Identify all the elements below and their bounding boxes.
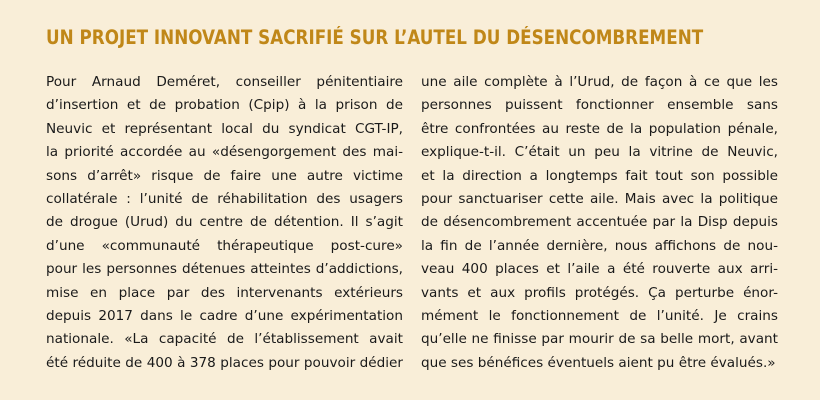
text-line: pour les personnes détenues atteintes d’addictions, bbox=[46, 261, 403, 278]
text-line: une aile complète à l’Urud, de façon à ce que les bbox=[421, 74, 778, 90]
column-right bbox=[421, 71, 778, 375]
text-line: Neuvic et représentant local du syndicat CGT-IP, bbox=[46, 120, 403, 137]
text-line: veau 400 places et l’aile a été rouverte aux arri- bbox=[421, 261, 778, 278]
text-line: personnes puissent fonctionner ensemble sans bbox=[421, 97, 778, 114]
text-line: nationale. «La capacité de l’établissement avait bbox=[46, 331, 403, 348]
column-left bbox=[46, 71, 403, 375]
text-line: été réduite de 400 à 378 places pour pouvoir dédier bbox=[46, 354, 403, 371]
text-line: Pour Arnaud Deméret, conseiller pénitentiaire bbox=[46, 74, 403, 90]
text-line: sons d’arrêt» risque de faire une autre victime bbox=[46, 167, 403, 184]
text-line: de drogue (Urud) du centre de détention. Il s’agit bbox=[46, 214, 403, 231]
text-line: depuis 2017 dans le cadre d’une expérimentation bbox=[46, 308, 403, 325]
text-line: mément le fonctionnement de l’unité. Je crains bbox=[421, 308, 778, 325]
text-line: d’insertion et de probation (Cpip) à la prison de bbox=[46, 97, 403, 114]
text-columns bbox=[46, 71, 778, 375]
text-line: vants et aux profils protégés. Ça perturbe énor- bbox=[421, 284, 778, 301]
text-line: explique-t-il. C’était un peu la vitrine de Neuvic, bbox=[421, 144, 778, 161]
text-line: la fin de l’année dernière, nous affichons de nou- bbox=[421, 237, 778, 254]
text-line: de désencombrement accentuée par la Disp depuis bbox=[421, 214, 778, 231]
text-line: la priorité accordée au «désengorgement des mai- bbox=[46, 144, 403, 161]
text-line: collatérale : l’unité de réhabilitation des usagers bbox=[46, 191, 403, 208]
text-line: qu’elle ne finisse par mourir de sa belle mort, avant bbox=[421, 331, 778, 348]
text-line: d’une «communauté thérapeutique post-cure» bbox=[46, 237, 403, 254]
text-line: être confrontées au reste de la population pénale, bbox=[421, 120, 778, 137]
text-line: mise en place par des intervenants extérieurs bbox=[46, 284, 403, 301]
box-title: UN PROJET INNOVANT SACRIFIÉ SUR L’AUTEL DU DÉSENCOMBREMENT bbox=[46, 26, 704, 49]
text-line: pour sanctuariser cette aile. Mais avec la politique bbox=[421, 191, 778, 208]
text-line: et la direction a longtemps fait tout son possible bbox=[421, 167, 778, 184]
text-line: que ses bénéfices éventuels aient pu être évalués.» bbox=[421, 354, 776, 371]
